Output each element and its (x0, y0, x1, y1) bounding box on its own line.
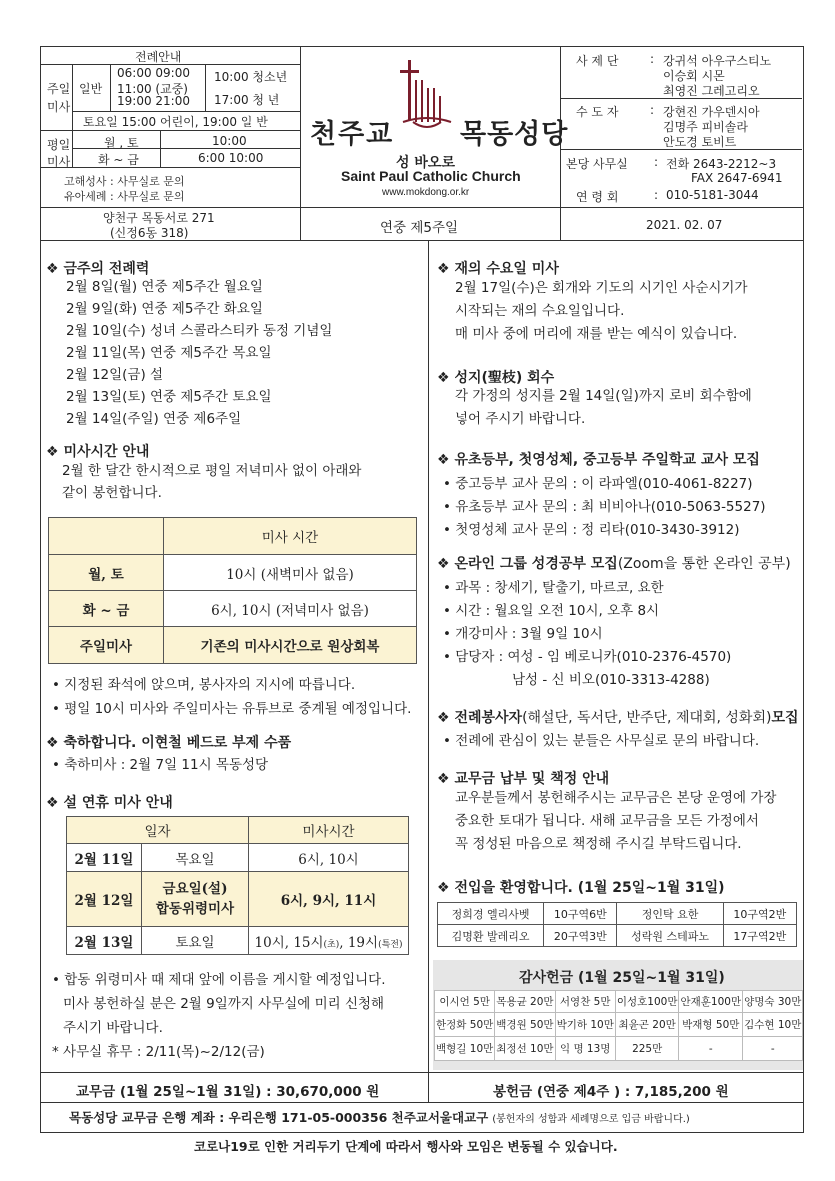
calendar-item: 2월 14일(주일) 연중 제6주일 (66, 411, 242, 427)
table-cell: 10구역6반 (544, 903, 617, 925)
table-cell: 225만 (615, 1037, 679, 1061)
bullet-icon: • (443, 476, 456, 492)
table-cell: 김명환 발레리오 (438, 925, 544, 947)
table-cell: 양명숙 30만 (743, 991, 803, 1013)
calendar-item: 2월 12일(금) 설 (66, 367, 164, 383)
study-item: 과목 : 창세기, 탈출기, 마르코, 요한 (455, 580, 664, 596)
study-item: 담당자 : 여성 - 임 베로니카(010-2376-4570) (455, 649, 732, 665)
diamond-bullet-icon: ❖ (46, 261, 64, 277)
footer-divider (40, 1102, 804, 1103)
diamond-bullet-icon: ❖ (437, 370, 455, 386)
address: (신정6동 318) (110, 226, 189, 240)
calendar-item: 2월 10일(수) 성녀 스콜라스티카 동정 기념일 (66, 323, 333, 339)
note: 축하미사 : 2월 7일 11시 목동성당 (64, 757, 269, 773)
contact-item: 유초등부 교사 문의 : 최 비비아나(010-5063-5527) (455, 499, 766, 515)
holiday-mass-table (66, 816, 409, 955)
office-phone: 전화 2643-2212~3 (666, 157, 777, 171)
bulletin-date: 2021. 02. 07 (646, 218, 723, 232)
note: 사무실 휴무 : 2/11(목)~2/12(금) (63, 1044, 265, 1060)
column-divider (428, 240, 429, 1072)
table-header: 미사 시간 (164, 518, 417, 555)
table-cell: 최정선 10만 (495, 1037, 555, 1061)
bullet-icon: • (52, 701, 65, 717)
note: 전례에 관심이 있는 분들은 사무실로 문의 바랍니다. (455, 733, 760, 749)
section-title: 전례봉사자 (454, 710, 523, 726)
table-cell: 6시, 10시 (저녁미사 없음) (164, 591, 417, 627)
priest-name: 강귀석 아우구스티노 (663, 54, 772, 68)
table-cell: 주일미사 (49, 627, 164, 664)
diamond-bullet-icon: ❖ (437, 261, 455, 277)
header-left-divider (300, 46, 301, 241)
patron-name: 성 바오로 (396, 155, 455, 171)
table-cell: 서영찬 5만 (555, 991, 615, 1013)
contact-item: 첫영성체 교사 문의 : 정 리타(010-3430-3912) (455, 522, 740, 538)
council-label: 연 령 회 (576, 190, 619, 204)
table-cell: 목요일 (142, 844, 249, 872)
section-title-mid: (해설단, 독서단, 반주단, 제대회, 성화회) (522, 710, 772, 726)
sunday-times: 11:00 (교중) (117, 82, 188, 96)
section-title-suffix: (Zoom을 통한 온라인 공부) (617, 556, 791, 572)
young-adult-mass: 17:00 청 년 (214, 93, 280, 107)
sunday-times: 06:00 09:00 (117, 66, 190, 80)
website: www.mokdong.or.kr (382, 187, 470, 198)
mon-sat-label: 월 , 토 (104, 136, 139, 150)
table-cell: 6시, 10시 (249, 844, 409, 872)
section-body: 중요한 토대가 됩니다. 새해 교무금을 모든 가정에서 (455, 813, 759, 829)
council-phone: 010-5181-3044 (666, 188, 759, 202)
section-title: 유초등부, 첫영성체, 중고등부 주일학교 교사 모집 (454, 452, 760, 468)
section-body: 꼭 정성된 마음으로 책정해 주시길 부탁드립니다. (455, 836, 742, 852)
table-cell: 안재훈100만 (679, 991, 743, 1013)
bullet-icon: • (443, 522, 456, 538)
priest-name: 최영진 그레고리오 (663, 84, 760, 98)
weekday-label: 평일 (47, 138, 71, 152)
note: 평일 10시 미사와 주일미사는 유튜브로 중계될 예정입니다. (64, 701, 412, 717)
table-cell: 월, 토 (49, 555, 164, 591)
priest-label: 사 제 단 (576, 54, 619, 68)
table-cell: 이시언 5만 (435, 991, 495, 1013)
table-cell: 김수현 10만 (743, 1013, 803, 1037)
nun-label: 수 도 자 (576, 105, 619, 119)
table-cell: 토요일 (142, 927, 249, 955)
table-cell: 10구역2반 (723, 903, 796, 925)
bank-note: (봉헌자의 성함과 세례명으로 입금 바랍니다.) (492, 1114, 690, 1125)
cross-church-icon (393, 58, 461, 140)
study-item: 남성 - 신 비오(010-3313-4288) (512, 672, 710, 688)
contact-item: 중고등부 교사 문의 : 이 라파엘(010-4061-8227) (455, 476, 753, 492)
bullet-icon: • (443, 626, 456, 642)
section-title: 성지(聖枝) 회수 (454, 370, 555, 386)
table-cell: 10시 (새벽미사 없음) (164, 555, 417, 591)
general-label: 일반 (79, 82, 103, 96)
note: 미사 봉헌하실 분은 2월 9일까지 사무실에 미리 신청해 (63, 996, 385, 1012)
table-header: 미사시간 (249, 817, 409, 844)
tue-fri-label: 화 ~ 금 (98, 153, 139, 167)
note: 주시기 바랍니다. (63, 1020, 163, 1036)
table-cell: 20구역3반 (544, 925, 617, 947)
diamond-bullet-icon: ❖ (46, 735, 64, 751)
calendar-item: 2월 11일(목) 연중 제5주간 목요일 (66, 345, 272, 361)
mass-time-table (48, 517, 417, 664)
section-title: 전입을 환영합니다. (1월 25일~1월 31일) (454, 880, 725, 896)
table-cell: 6시, 9시, 11시 (249, 872, 409, 927)
address: 양천구 목동서로 271 (103, 211, 215, 225)
bullet-icon: • (52, 757, 65, 773)
office-fax: FAX 2647-6941 (691, 171, 783, 185)
office-label: 본당 사무실 (566, 157, 628, 171)
section-title: 재의 수요일 미사 (454, 261, 559, 277)
diamond-bullet-icon: ❖ (46, 444, 64, 460)
calendar-item: 2월 9일(화) 연중 제5주간 화요일 (66, 301, 263, 317)
section-body: 각 가정의 성지를 2월 14일(일)까지 로비 회수함에 (455, 388, 752, 404)
table-cell: 정인탁 요한 (617, 903, 723, 925)
asterisk-icon: * (52, 1044, 64, 1060)
note: 합동 위령미사 때 제대 앞에 이름을 게시할 예정입니다. (64, 972, 386, 988)
table-cell: 금요일(설) (162, 881, 228, 897)
section-title: 교무금 납부 및 책정 안내 (454, 771, 610, 787)
saturday-note: 토요일 15:00 어린이, 19:00 일 반 (83, 115, 268, 129)
section-title-end: 모집 (771, 710, 799, 726)
table-cell: 성락원 스테파노 (617, 925, 723, 947)
table-cell: 한정화 50만 (435, 1013, 495, 1037)
mon-sat-time: 10:00 (212, 134, 247, 148)
table-cell: 박기하 10만 (555, 1013, 615, 1037)
priest-name: 이승회 시몬 (663, 69, 725, 83)
section-body: 교우분들께서 봉헌해주시는 교무금은 본당 운영에 가장 (455, 790, 777, 806)
bullet-icon: • (443, 733, 456, 749)
thanks-title: 감사헌금 (1월 25일~1월 31일) (519, 970, 725, 986)
diamond-bullet-icon: ❖ (437, 880, 455, 896)
section-body: 같이 봉헌합니다. (62, 485, 162, 501)
welcome-table (437, 902, 797, 947)
tue-fri-time: 6:00 10:00 (198, 151, 264, 165)
table-cell: 정희경 엘리사벳 (438, 903, 544, 925)
calendar-item: 2월 13일(토) 연중 제5주간 토요일 (66, 389, 272, 405)
section-title: 설 연휴 미사 안내 (63, 795, 173, 811)
brand-left: 천주교 (310, 119, 395, 150)
section-title: 온라인 그룹 성경공부 모집 (454, 556, 618, 572)
table-cell: 기존의 미사시간으로 원상회복 (164, 627, 417, 664)
table-cell: 화 ~ 금 (49, 591, 164, 627)
diamond-bullet-icon: ❖ (437, 452, 455, 468)
bullet-icon: • (443, 499, 456, 515)
study-item: 시간 : 월요일 오전 10시, 오후 8시 (455, 603, 660, 619)
footer-divider (40, 1072, 804, 1073)
tithe-total: 교무금 (1월 25일~1월 31일) : 30,670,000 원 (76, 1084, 380, 1100)
baptism-info: 유아세례 : 사무실로 문의 (64, 190, 185, 203)
section-body: 매 미사 중에 머리에 재를 받는 예식이 있습니다. (455, 326, 738, 342)
confession-info: 고해성사 : 사무실로 문의 (64, 175, 185, 188)
nun-name: 안도경 토비트 (663, 135, 737, 149)
table-cell: - (743, 1037, 803, 1061)
section-title: 금주의 전례력 (63, 261, 150, 277)
offering-total: 봉헌금 (연중 제4주 ) : 7,185,200 원 (493, 1084, 729, 1100)
study-item: 개강미사 : 3월 9일 10시 (455, 626, 603, 642)
diamond-bullet-icon: ❖ (46, 795, 64, 811)
table-cell: 최윤곤 20만 (615, 1013, 679, 1037)
section-body: 2월 한 달간 한시적으로 평일 저녁미사 없이 아래와 (62, 463, 362, 479)
guide-title: 전례안내 (135, 50, 182, 64)
bank-account: 목동성당 교무금 은행 계좌 : 우리은행 171-05-000356 천주교서울대교구 (69, 1110, 489, 1125)
youth-mass: 10:00 청소년 (214, 70, 288, 84)
table-cell: - (679, 1037, 743, 1061)
footer-mid-divider (428, 1072, 429, 1102)
weekday-label: 미사 (47, 155, 71, 169)
table-header: 일자 (67, 817, 249, 844)
bullet-icon: • (52, 972, 65, 988)
table-cell: 17구역2반 (723, 925, 796, 947)
section-title: 미사시간 안내 (63, 444, 150, 460)
nun-name: 강현진 가우덴시아 (663, 105, 760, 119)
table-cell: 2월 12일 (67, 872, 142, 927)
bullet-icon: • (443, 649, 456, 665)
table-cell: 2월 11일 (67, 844, 142, 872)
table-cell: 백형길 10만 (435, 1037, 495, 1061)
table-cell: 익 명 13명 (555, 1037, 615, 1061)
header-divider (40, 207, 804, 208)
table-cell: 합동위령미사 (155, 901, 235, 917)
mass-label: 미사 (47, 100, 71, 114)
diamond-bullet-icon: ❖ (437, 771, 455, 787)
table-cell: 10시, 15시(초), 19시(특전) (249, 927, 409, 955)
section-body: 넣어 주시기 바랍니다. (455, 411, 586, 427)
bullet-icon: • (52, 677, 65, 693)
brand-right: 목동성당 (460, 119, 569, 150)
table-cell: 박재형 50만 (679, 1013, 743, 1037)
section-body: 시작되는 재의 수요일입니다. (455, 303, 625, 319)
table-cell: 목용균 20만 (495, 991, 555, 1013)
diamond-bullet-icon: ❖ (437, 556, 455, 572)
section-body: 2월 17일(수)은 회개와 기도의 시기인 사순시기가 (455, 280, 748, 296)
english-name: Saint Paul Catholic Church (341, 168, 521, 184)
table-cell: 이성호100만 (615, 991, 679, 1013)
section-title: 축하합니다. 이현철 베드로 부제 수품 (63, 735, 292, 751)
table-cell: 2월 13일 (67, 927, 142, 955)
covid-notice: 코로나19로 인한 거리두기 단계에 따라서 행사와 모임은 변동될 수 있습니다. (194, 1139, 618, 1154)
bullet-icon: • (443, 580, 456, 596)
diamond-bullet-icon: ❖ (437, 710, 455, 726)
note: 지정된 좌석에 앉으며, 봉사자의 지시에 따릅니다. (64, 677, 356, 693)
liturgical-week: 연중 제5주일 (380, 220, 459, 236)
sunday-times: 19:00 21:00 (117, 94, 190, 108)
sunday-label: 주일 (47, 82, 71, 96)
thanks-table (434, 990, 803, 1061)
table-cell: 백경원 50만 (495, 1013, 555, 1037)
calendar-item: 2월 8일(월) 연중 제5주간 월요일 (66, 279, 263, 295)
bullet-icon: • (443, 603, 456, 619)
nun-name: 김명주 피비솔라 (663, 120, 748, 134)
